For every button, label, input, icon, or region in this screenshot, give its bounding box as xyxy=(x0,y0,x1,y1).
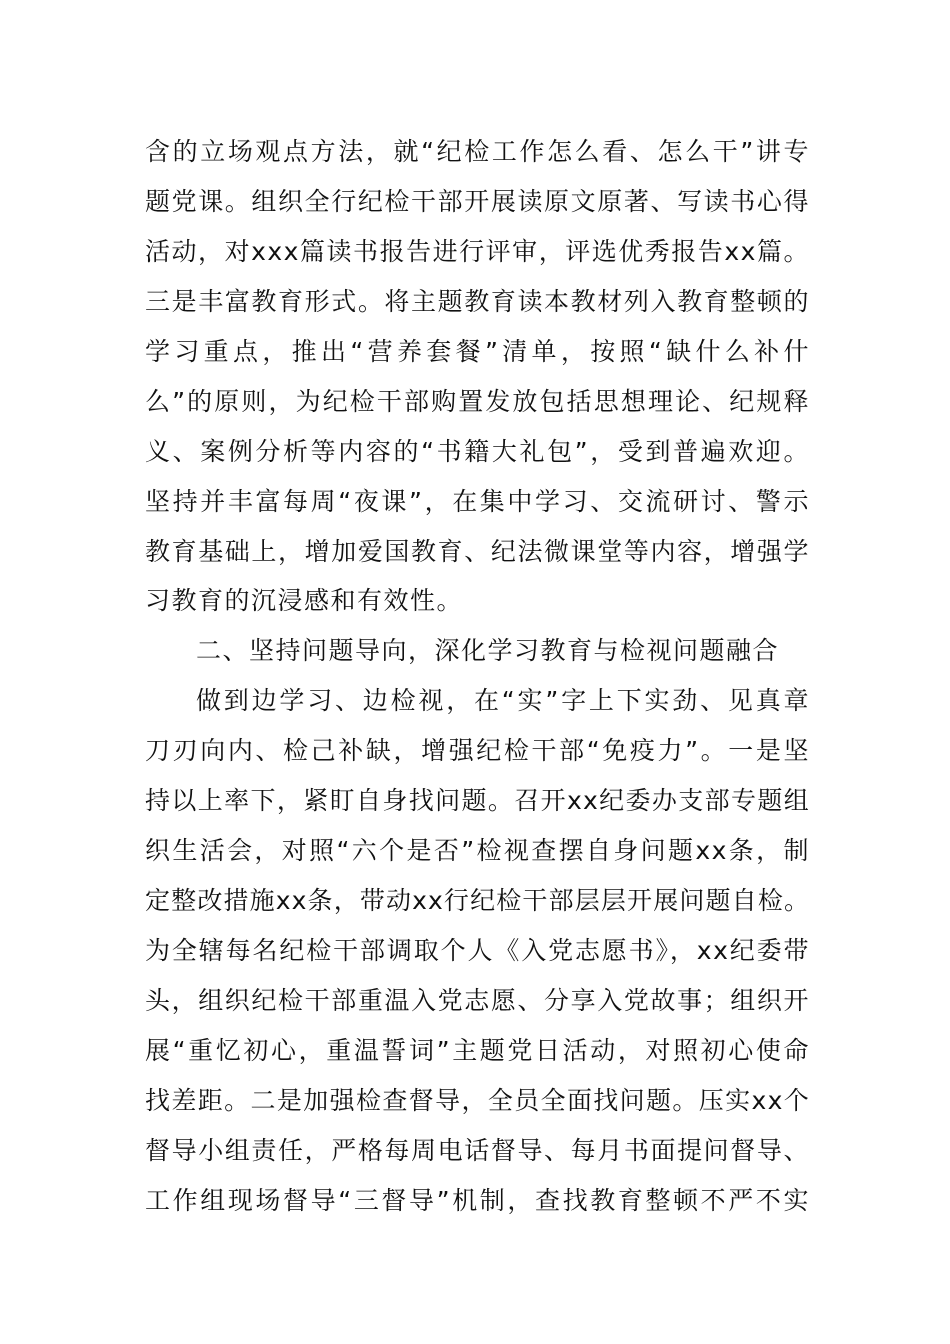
body-text-line: 工作组现场督导“三督导”机制，查找教育整顿不严不实 xyxy=(145,1186,810,1215)
body-text-line: 做到边学习、边检视，在“实”字上下实劲、见真章 xyxy=(196,686,810,715)
body-text-line: 活动，对xxx篇读书报告进行评审，评选优秀报告xx篇。 xyxy=(145,237,810,266)
body-text-line: 坚持并丰富每周“夜课”，在集中学习、交流研讨、警示 xyxy=(145,487,810,516)
body-text-line: 题党课。组织全行纪检干部开展读原文原著、写读书心得 xyxy=(145,187,810,216)
body-text-line: 三是丰富教育形式。将主题教育读本教材列入教育整顿的 xyxy=(145,287,810,316)
body-text-line: 为全辖每名纪检干部调取个人《入党志愿书》，xx纪委带 xyxy=(145,936,810,965)
body-text-line: 含的立场观点方法，就“纪检工作怎么看、怎么干”讲专 xyxy=(145,137,810,166)
body-text-line: 展“重忆初心，重温誓词”主题党日活动，对照初心使命 xyxy=(145,1036,810,1065)
body-text-line: 找差距。二是加强检查督导，全员全面找问题。压实xx个 xyxy=(145,1086,810,1115)
body-text-line: 教育基础上，增加爱国教育、纪法微课堂等内容，增强学 xyxy=(145,537,810,566)
section-heading: 二、坚持问题导向，深化学习教育与检视问题融合 xyxy=(196,636,780,665)
body-text-line: 督导小组责任，严格每周电话督导、每月书面提问督导、 xyxy=(145,1136,810,1165)
body-text-line: 义、案例分析等内容的“书籍大礼包”，受到普遍欢迎。 xyxy=(145,437,810,466)
body-text-line: 习教育的沉浸感和有效性。 xyxy=(145,586,464,615)
body-text-line: 学习重点，推出“营养套餐”清单，按照“缺什么补什 xyxy=(145,337,810,366)
body-text-line: 织生活会，对照“六个是否”检视查摆自身问题xx条，制 xyxy=(145,836,810,865)
body-text-line: 头，组织纪检干部重温入党志愿、分享入党故事；组织开 xyxy=(145,986,810,1015)
body-text-line: 持以上率下，紧盯自身找问题。召开xx纪委办支部专题组 xyxy=(145,786,810,815)
body-text-line: 定整改措施xx条，带动xx行纪检干部层层开展问题自检。 xyxy=(145,886,810,915)
body-text-line: 刀刃向内、检己补缺，增强纪检干部“免疫力”。一是坚 xyxy=(145,736,810,765)
body-text-line: 么”的原则，为纪检干部购置发放包括思想理论、纪规释 xyxy=(145,387,810,416)
